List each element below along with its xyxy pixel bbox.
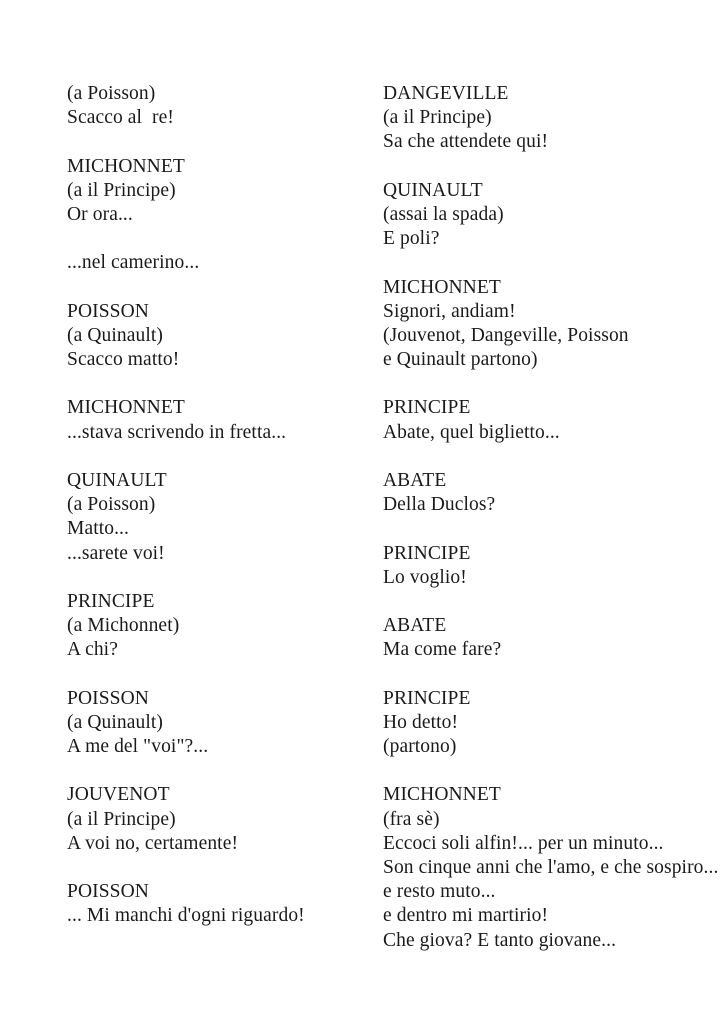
blank-line: [383, 155, 721, 179]
script-line: MICHONNET: [383, 276, 501, 298]
script-line: (a il Principe): [383, 107, 492, 129]
script-line: (a il Principe): [67, 808, 176, 830]
blank-line: [67, 663, 379, 687]
script-line: Lo voglio!: [383, 566, 467, 588]
blank-line: [383, 663, 721, 687]
script-line: (partono): [383, 736, 457, 758]
script-line: A me del "voi"?...: [67, 736, 209, 758]
script-line: PRINCIPE: [67, 590, 155, 612]
script-line: Scacco matto!: [67, 349, 180, 371]
script-line: e Quinault partono): [383, 349, 538, 371]
script-line: Or ora...: [67, 203, 133, 225]
blank-line: [67, 130, 379, 154]
script-line: QUINAULT: [67, 470, 167, 491]
blank-line: [383, 590, 721, 614]
script-line: Sa che attendete qui!: [383, 131, 549, 153]
script-line: Eccoci soli alfin!... per un minuto...: [383, 832, 664, 854]
script-line: Ho detto!: [383, 711, 459, 733]
left-column: [67, 82, 379, 929]
script-line: E poli?: [383, 228, 440, 250]
script-line: Scacco al re!: [67, 107, 174, 129]
script-line: Abate, quel biglietto...: [383, 421, 560, 443]
blank-line: [383, 759, 721, 783]
blank-line: [383, 372, 721, 396]
blank-line: [67, 227, 379, 251]
blank-line: [67, 276, 379, 300]
script-line: PRINCIPE: [383, 542, 471, 564]
script-line: A voi no, certamente!: [67, 832, 239, 854]
script-line: (Jouvenot, Dangeville, Poisson: [383, 324, 629, 346]
script-line: Della Duclos?: [383, 494, 496, 516]
script-line: POISSON: [67, 881, 149, 903]
script-line: ...sarete voi!: [67, 542, 165, 564]
script-line: JOUVENOT: [67, 784, 170, 806]
script-line: PRINCIPE: [383, 687, 471, 709]
blank-line: [67, 445, 379, 469]
script-line: Ma come fare?: [383, 639, 502, 661]
script-line: ABATE: [383, 615, 447, 637]
script-line: POISSON: [67, 687, 149, 709]
right-column: [383, 82, 721, 953]
script-line: ...nel camerino...: [67, 252, 200, 274]
script-line: e resto muto...: [383, 881, 496, 903]
script-line: (assai la spada): [383, 203, 504, 225]
script-line: Signori, andiam!: [383, 300, 516, 322]
blank-line: [67, 759, 379, 783]
script-line: (a Michonnet): [67, 615, 180, 637]
script-line: MICHONNET: [383, 784, 501, 806]
script-line: e dentro mi martirio!: [383, 905, 549, 927]
script-line: (a Quinault): [67, 324, 163, 346]
script-line: (a Quinault): [67, 711, 163, 733]
script-line: ABATE: [383, 470, 447, 491]
script-line: (a Poisson): [67, 83, 156, 104]
blank-line: [67, 372, 379, 396]
script-line: DANGEVILLE: [383, 83, 509, 104]
blank-line: [383, 445, 721, 469]
blank-line: [67, 856, 379, 880]
blank-line: [383, 251, 721, 275]
script-line: ...stava scrivendo in fretta...: [67, 421, 287, 443]
blank-line: [67, 566, 379, 590]
script-line: (a il Principe): [67, 179, 176, 201]
script-line: MICHONNET: [67, 155, 185, 177]
blank-line: [383, 517, 721, 541]
script-line: (a Poisson): [67, 494, 156, 516]
script-line: POISSON: [67, 300, 149, 322]
script-line: ... Mi manchi d'ogni riguardo!: [67, 905, 305, 927]
script-line: Matto...: [67, 518, 130, 540]
script-line: Che giova? E tanto giovane...: [383, 929, 617, 951]
script-line: A chi?: [67, 639, 118, 661]
script-line: PRINCIPE: [383, 397, 471, 419]
script-line: QUINAULT: [383, 179, 483, 201]
script-line: (fra sè): [383, 808, 440, 830]
script-line: Son cinque anni che l'amo, e che sospiro...: [383, 857, 719, 878]
script-line: MICHONNET: [67, 397, 185, 419]
